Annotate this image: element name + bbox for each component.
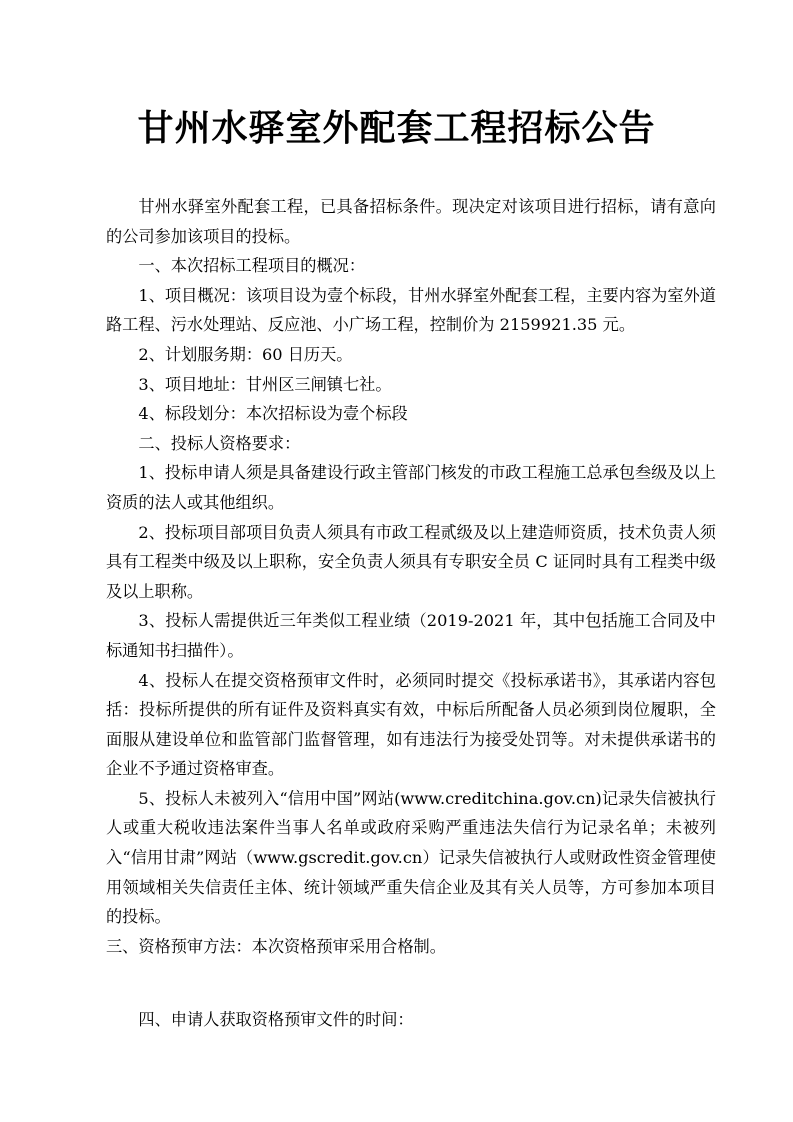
qualification-item-2: 2、投标项目部项目负责人须具有市政工程贰级及以上建造师资质，技术负责人须具有工程类中级及以上职称，安全负责人须具有专职安全员 C 证同时具有工程类中级及以上职称。	[106, 522, 716, 601]
section-heading-qualification: 二、投标人资格要求：	[138, 433, 301, 453]
overview-item-4: 4、标段划分：本次招标设为壹个标段	[138, 404, 408, 424]
qualification-item-5: 5、投标人未被列入“信用中国”网站(www.creditchina.gov.cn)记录失信被执行人或重大税收违法案件当事人名单或政府采购严重违法失信行为记录名单；未被列入“信用甘肃”网站（www.gscredit.gov.cn）记录失信被执行人或财政性资金管理使用领域相关失信责任主体、统计领域严重失信企业及其有关人员等，方可参加本项目的投标。	[106, 788, 716, 927]
section-heading-prequalification-method: 三、资格预审方法：本次资格预审采用合格制。	[106, 936, 446, 956]
section-heading-overview: 一、本次招标工程项目的概况：	[138, 256, 366, 276]
paragraph-gap	[106, 961, 716, 1005]
intro-paragraph: 甘州水驿室外配套工程，已具备招标条件。现决定对该项目进行招标，请有意向的公司参加该项目的投标。	[106, 197, 716, 246]
document-body	[106, 192, 716, 1035]
qualification-item-1: 1、投标申请人须是具备建设行政主管部门核发的市政工程施工总承包叁级及以上资质的法人或其他组织。	[106, 463, 716, 512]
overview-item-1: 1、项目概况：该项目设为壹个标段，甘州水驿室外配套工程，主要内容为室外道路工程、污水处理站、反应池、小广场工程，控制价为 2159921.35 元。	[106, 285, 716, 335]
overview-item-2: 2、计划服务期：60 日历天。	[138, 344, 353, 364]
overview-item-3: 3、项目地址：甘州区三闸镇七社。	[138, 374, 392, 394]
section-heading-document-time: 四、申请人获取资格预审文件的时间：	[138, 1010, 414, 1030]
page-title: 甘州水驿室外配套工程招标公告	[137, 107, 656, 149]
qualification-item-4: 4、投标人在提交资格预审文件时，必须同时提交《投标承诺书》，其承诺内容包括：投标所提供的所有证件及资料真实有效，中标后所配备人员必须到岗位履职，全面服从建设单位和监管部门监督管理，如有违法行为接受处罚等。对未提供承诺书的企业不予通过资格审查。	[106, 670, 716, 779]
qualification-item-3: 3、投标人需提供近三年类似工程业绩（2019-2021 年，其中包括施工合同及中标通知书扫描件）。	[106, 611, 716, 660]
